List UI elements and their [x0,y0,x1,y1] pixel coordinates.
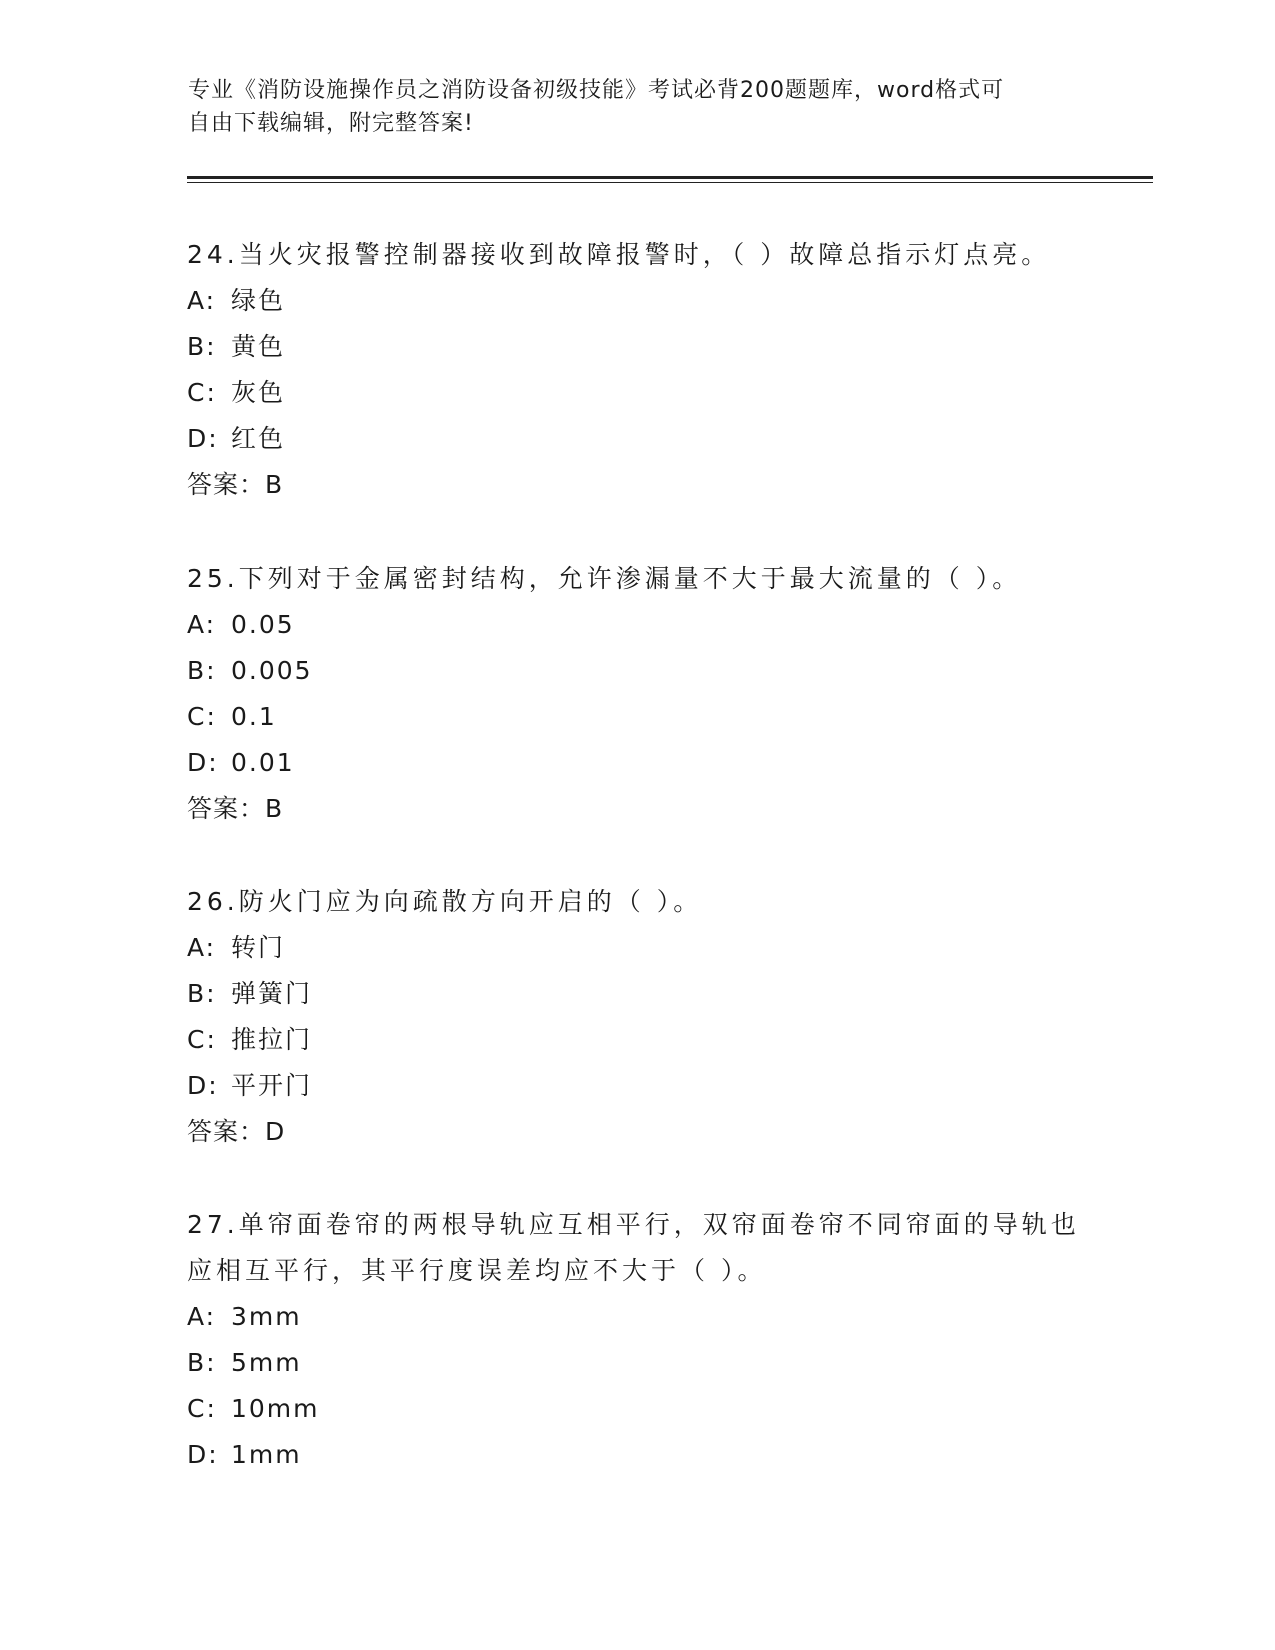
option-label: A: [187,933,217,962]
answer-line: 答案：D [187,1117,286,1146]
option-d [187,740,1087,786]
option-label: D: [187,424,219,453]
option-c [187,1386,1087,1432]
option-c [187,370,1087,416]
option-label: C: [187,1394,217,1423]
question-27 [187,1202,1087,1478]
header-line-2: 自由下载编辑，附完整答案! [188,111,474,136]
option-b [187,648,1087,694]
option-b [187,324,1087,370]
option-text: 10mm [231,1394,320,1423]
option-label: C: [187,378,217,407]
option-c [187,1017,1087,1063]
header-rule-thin [187,182,1153,183]
option-label: D: [187,1071,219,1100]
option-a [187,278,1087,324]
option-a [187,1294,1087,1340]
question-24 [187,232,1087,508]
question-stem: 26.防火门应为向疏散方向开启的（ ）。 [187,887,703,916]
option-d [187,416,1087,462]
option-text: 5mm [231,1348,302,1377]
option-label: B: [187,979,217,1008]
option-text: 弹簧门 [231,979,313,1008]
option-text: 0.005 [231,656,313,685]
option-b [187,971,1087,1017]
option-text: 转门 [231,933,286,962]
question-25 [187,556,1087,832]
question-stem-line-1: 27.单帘面卷帘的两根导轨应互相平行，双帘面卷帘不同帘面的导轨也 [187,1210,1080,1239]
header-line-1: 专业《消防设施操作员之消防设备初级技能》考试必背200题题库，word格式可 [188,78,1005,103]
option-label: A: [187,286,217,315]
option-text: 红色 [231,424,286,453]
option-text: 1mm [231,1440,302,1469]
option-label: D: [187,748,219,777]
option-label: B: [187,1348,217,1377]
option-b [187,1340,1087,1386]
option-label: D: [187,1440,219,1469]
option-text: 黄色 [231,332,286,361]
option-text: 绿色 [231,286,286,315]
option-text: 0.01 [231,748,295,777]
option-d [187,1432,1087,1478]
answer-line: 答案：B [187,470,284,499]
option-text: 灰色 [231,378,286,407]
option-a [187,602,1087,648]
answer-line: 答案：B [187,794,284,823]
question-26 [187,879,1087,1155]
option-label: C: [187,702,217,731]
document-header [188,74,1068,140]
option-text: 0.1 [231,702,277,731]
option-text: 推拉门 [231,1025,313,1054]
option-label: B: [187,656,217,685]
option-label: C: [187,1025,217,1054]
option-c [187,694,1087,740]
option-d [187,1063,1087,1109]
option-label: B: [187,332,217,361]
header-rule-thick [187,176,1153,179]
option-label: A: [187,1302,217,1331]
option-label: A: [187,610,217,639]
option-text: 0.05 [231,610,295,639]
question-stem: 25.下列对于金属密封结构，允许渗漏量不大于最大流量的（ ）。 [187,564,1022,593]
question-stem-line-2: 应相互平行，其平行度误差均应不大于（ ）。 [187,1256,767,1285]
option-text: 平开门 [231,1071,313,1100]
question-stem: 24.当火灾报警控制器接收到故障报警时，（ ）故障总指示灯点亮。 [187,240,1051,269]
option-a [187,925,1087,971]
option-text: 3mm [231,1302,302,1331]
